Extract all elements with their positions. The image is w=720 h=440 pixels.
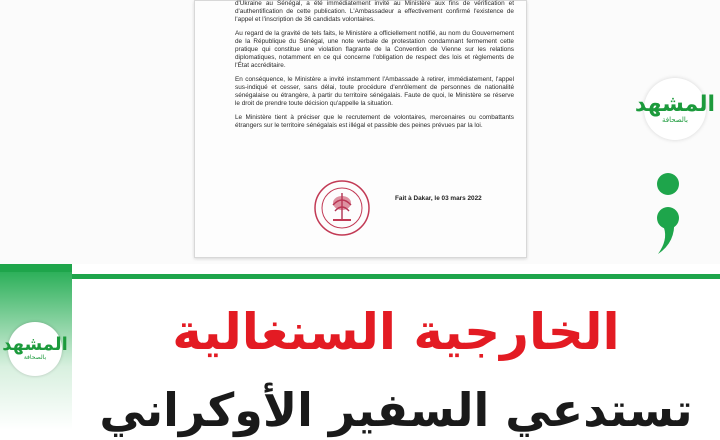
brand-logo-side-subtext: بالصحافة: [23, 354, 47, 361]
letter-paragraph-2: Au regard de la gravité de tels faits, le Ministère a officiellement notifié, au nom du Gouvernement de la République du Sénégal, une note verbale de protestation condamnant fermement cette pratique qui constitue une violation flagrante de la Convention de Vienne sur les relations diplomatiques, notamment en ce qui concerne l'obligation de respect des lois et règlements de l'État accréditaire.: [235, 30, 514, 69]
headline-line-1: الخارجية السنغالية: [172, 303, 620, 361]
letter-paragraph-3: En conséquence, le Ministère a invité instamment l'Ambassade à retirer, immédiatement, l'appel sus-indiqué et cesser, sans délai, toute procédure d'enrôlement de personnes de nationalité sénégalaise ou étrangère, à partir du territoire sénégalais. Faute de quoi, le Ministère se réserve le droit de prendre toute décision qu'appelle la situation.: [235, 76, 514, 107]
letter-paragraph-1: d'Ukraine au Sénégal, a été immédiatement invité au Ministère aux fins de vérification et d'authentification de cette publication. L'Ambassadeur a effectivement confirmé l'existence de l'appel et l'inscription de 36 candidats volontaires.: [235, 0, 514, 23]
brand-logo-side: [2, 322, 68, 376]
brand-logo-text: المشهد: [634, 91, 716, 117]
green-divider: [72, 274, 720, 279]
signature-date: Fait à Dakar, le 03 mars 2022: [395, 195, 482, 202]
letter-paragraph-4: Le Ministère tient à préciser que le recrutement de volontaires, mercenaires ou combattants étrangers sur le territoire sénégalais est illégal et passible des peines prévues par la loi.: [235, 114, 514, 129]
headline-line-2: تستدعي السفير الأوكراني: [99, 383, 693, 437]
brand-logo-side-text: المشهد: [2, 334, 68, 355]
ministry-seal-icon: [313, 179, 371, 237]
green-accent-bar: [0, 264, 72, 272]
brand-logo-top: [634, 78, 716, 140]
decorative-comma-icon: [648, 170, 688, 260]
letter-document: [194, 0, 527, 258]
brand-logo-subtext: بالصحافة: [661, 115, 689, 124]
